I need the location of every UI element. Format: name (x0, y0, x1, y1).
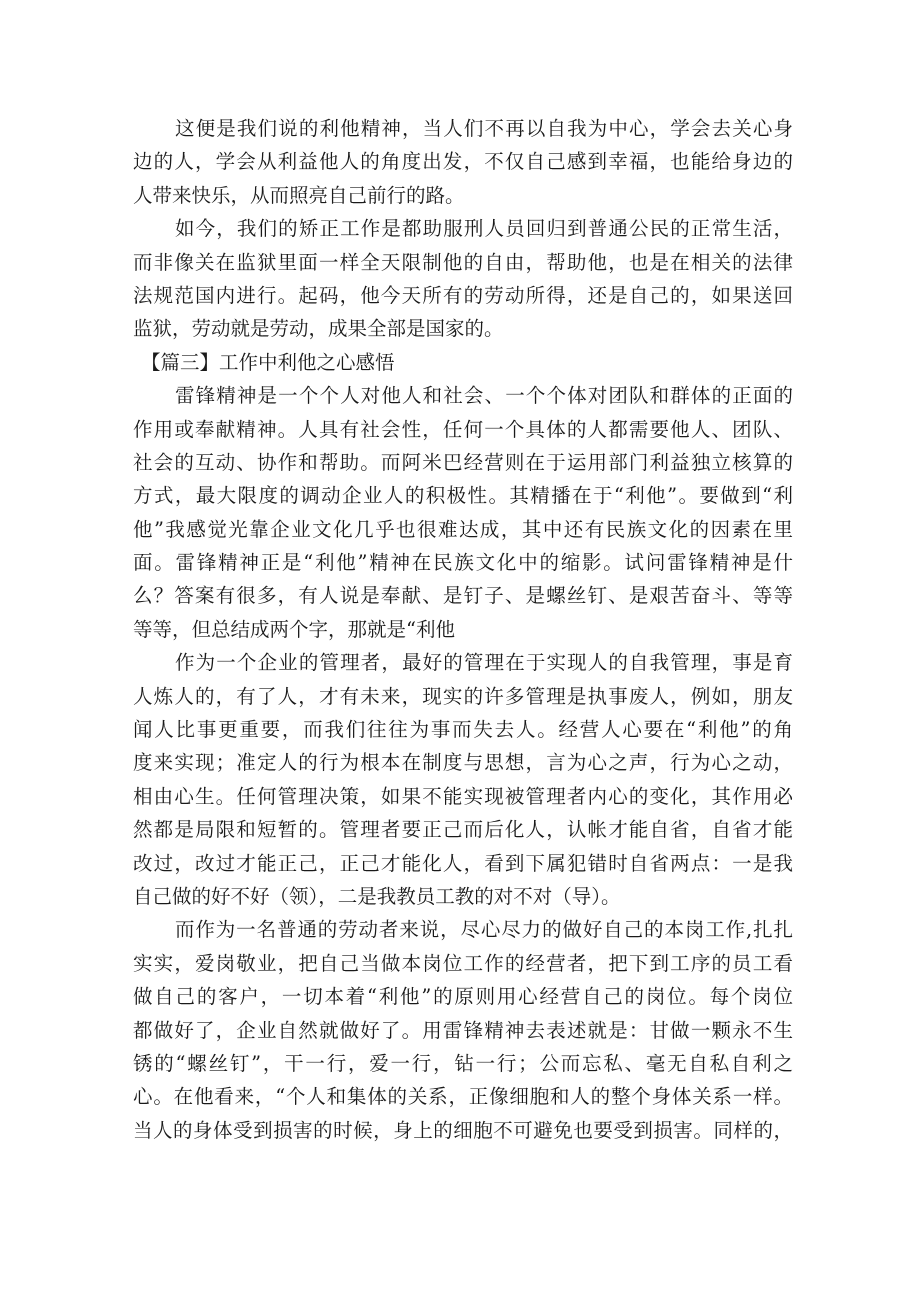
text-line: 他”我感觉光靠企业文化几乎也很难达成，其中还有民族文化的因素在里 (133, 517, 793, 541)
text-line: 做自己的客户，一切本着“利他”的原则用心经营自己的岗位。每个岗位 (133, 985, 793, 1009)
text-line: 锈的“螺丝钉”，干一行，爱一行，钻一行；公而忘私、毫无自私自利之 (133, 1051, 793, 1075)
text-line: 如今，我们的矫正工作是都助服刑人员回归到普通公民的正常生活， (175, 217, 793, 241)
text-line: 等等，但总结成两个字，那就是“利他 (133, 617, 455, 641)
text-line: 心。在他看来，“个人和集体的关系，正像细胞和人的整个身体关系一样。 (133, 1085, 793, 1109)
text-line: 都做好了，企业自然就做好了。用雷锋精神去表述就是：甘做一颗永不生 (133, 1018, 793, 1042)
text-line: 作为一个企业的管理者，最好的管理在于实现人的自我管理，事是育 (175, 651, 793, 675)
text-line: 雷锋精神是一个个人对他人和社会、一个个体对团队和群体的正面的 (175, 384, 793, 408)
document-page (133, 112, 793, 1147)
text-line: 边的人，学会从利益他人的角度出发，不仅自己感到幸福，也能给身边的 (133, 150, 793, 174)
text-line: 监狱，劳动就是劳动，成果全部是国家的。 (133, 317, 504, 341)
text-line: 人带来快乐，从而照亮自己前行的路。 (133, 183, 465, 207)
paragraph (133, 112, 793, 212)
text-line: 然都是局限和短暂的。管理者要正己而后化人，认帐才能自省，自省才能 (133, 818, 793, 842)
text-line: 人炼人的，有了人，才有未来，现实的许多管理是执事废人，例如，朋友 (133, 684, 793, 708)
text-line: 面。雷锋精神正是“利他”精神在民族文化中的缩影。试问雷锋精神是什 (133, 551, 793, 575)
paragraph (133, 379, 793, 646)
text-line: 而非像关在监狱里面一样全天限制他的自由，帮助他，也是在相关的法律 (133, 250, 793, 274)
section-heading (133, 346, 793, 379)
text-line: 法规范国内进行。起码，他今天所有的劳动所得，还是自己的，如果送回 (133, 283, 793, 307)
text-line: 社会的互动、协作和帮助。而阿米巴经营则在于运用部门利益独立核算的 (133, 450, 793, 474)
text-line: 闻人比事更重要，而我们往往为事而失去人。经营人心要在“利他”的角 (133, 718, 793, 742)
text-line: 而作为一名普通的劳动者来说，尽心尽力的做好自己的本岗工作,扎扎 (175, 918, 793, 942)
paragraph (133, 913, 793, 1147)
text-line: 实实，爱岗敬业，把自己当做本岗位工作的经营者，把下到工序的员工看 (133, 951, 793, 975)
text-line: 相由心生。任何管理决策，如果不能实现被管理者内心的变化，其作用必 (133, 784, 793, 808)
text-line: 当人的身体受到损害的时候，身上的细胞不可避免也要受到损害。同样的， (133, 1118, 793, 1142)
text-line: 方式，最大限度的调动企业人的积极性。其精播在于“利他”。要做到“利 (133, 484, 793, 508)
text-line: 度来实现；准定人的行为根本在制度与思想，言为心之声，行为心之动， (133, 751, 793, 775)
text-line: 作用或奉献精神。人具有社会性，任何一个具体的人都需要他人、团队、 (133, 417, 793, 441)
text-line: 么？答案有很多，有人说是奉献、是钉子、是螺丝钉、是艰苦奋斗、等等 (133, 584, 793, 608)
paragraph (133, 646, 793, 913)
text-line: 自己做的好不好（领），二是我教员工教的对不对（导）。 (133, 884, 621, 908)
section-heading-text: 【篇三】工作中利他之心感悟 (141, 350, 395, 374)
text-line: 这便是我们说的利他精神，当人们不再以自我为中心，学会去关心身 (175, 117, 793, 140)
paragraph (133, 212, 793, 346)
text-line: 改过，改过才能正己，正己才能化人，看到下属犯错时自省两点：一是我 (133, 851, 793, 875)
